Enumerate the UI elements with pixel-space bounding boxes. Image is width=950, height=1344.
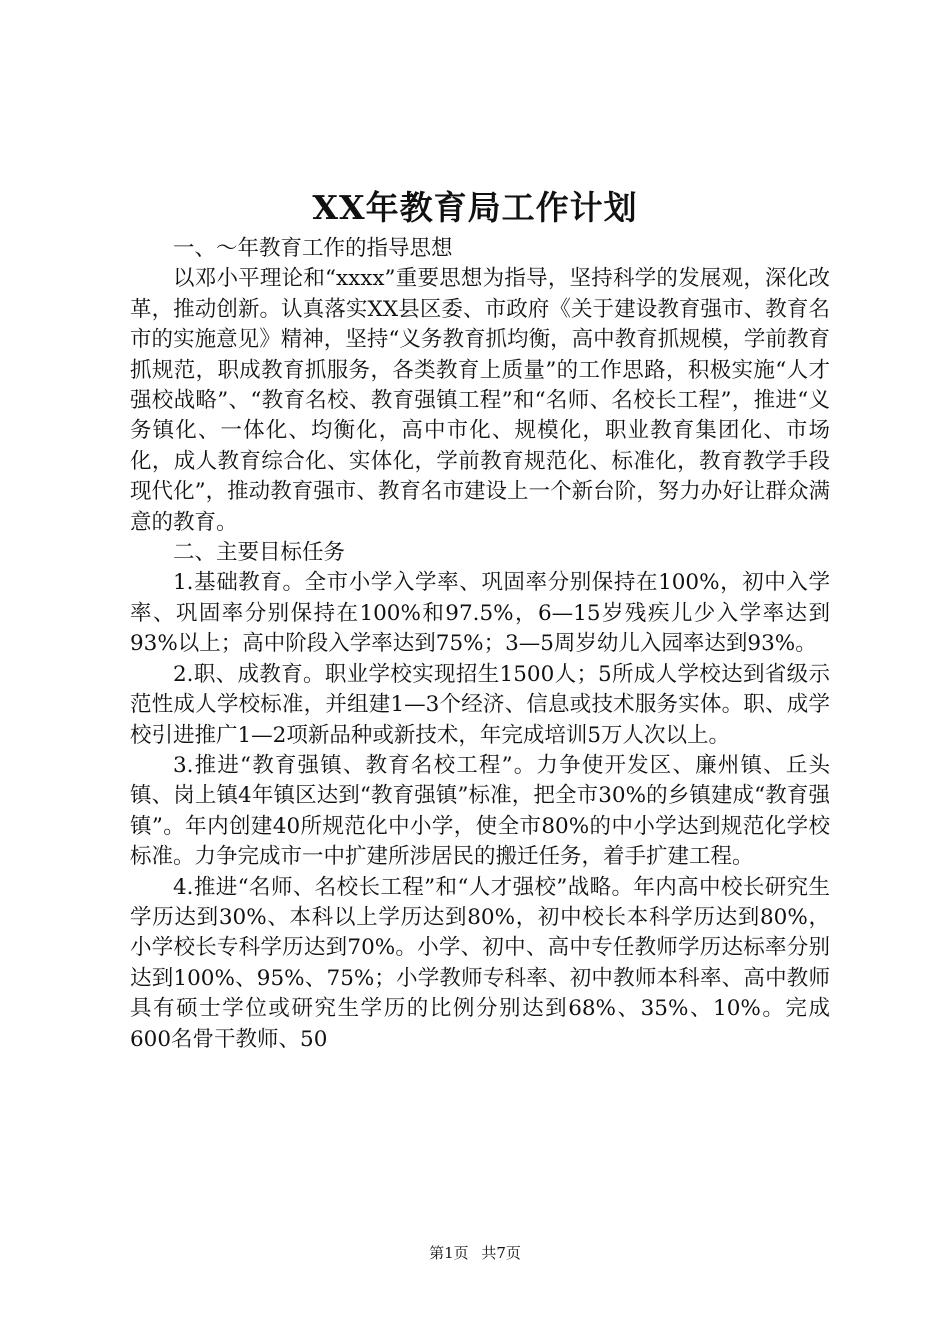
section-heading-1: 一、～年教育工作的指导思想 <box>173 236 453 261</box>
body-paragraph: 2.职、成教育。职业学校实现招生1500人；5所成人学校达到省级示范性成人学校标准，并组建1—3个经济、信息或技术服务实体。职、成学校引进推广1—2项新品种或新技术，年完成培训5万人次以上。 <box>130 661 830 748</box>
page-number: 第1页 <box>429 1244 469 1262</box>
body-paragraph: 3.推进“教育强镇、教育名校工程”。力争使开发区、廉州镇、丘头镇、岗上镇4年镇区达到“教育强镇”标准，把全市30%的乡镇建成“教育强镇”。年内创建40所规范化中小学，使全市80%的中小学达到规范化学校标准。力争完成市一中扩建所涉居民的搬迁任务，着手扩建工程。 <box>130 752 830 870</box>
page-total: 共7页 <box>481 1244 521 1262</box>
page-footer <box>0 1243 950 1263</box>
body-paragraph: 1.基础教育。全市小学入学率、巩固率分别保持在100%，初中入学率、巩固率分别保持在100%和97.5%，6—15岁残疾儿少入学率达到93%以上；高中阶段入学率达到75%；3—5周岁幼儿入园率达到93%。 <box>130 570 830 657</box>
document-title: XX年教育局工作计划 <box>312 188 638 227</box>
section-heading-2: 二、主要目标任务 <box>173 540 346 566</box>
body-paragraph: 以邓小平理论和“xxxx”重要思想为指导，坚持科学的发展观，深化改革，推动创新。认真落实XX县区委、市政府《关于建设教育强市、教育名市的实施意见》精神，坚持“义务教育抓均衡，高中教育抓规模，学前教育抓规范，职成教育抓服务，各类教育上质量”的工作思路，积极实施“人才强校战略”、“教育名校、教育强镇工程”和“名师、名校长工程”，推进“义务镇化、一体化、均衡化，高中市化、规模化，职业教育集团化、市场化，成人教育综合化、实体化，学前教育规范化、标准化，教育教学手段现代化”，推动教育强市、教育名市建设上一个新台阶，努力办好让群众满意的教育。 <box>130 266 830 535</box>
document-body <box>130 234 830 1055</box>
body-paragraph: 4.推进“名师、名校长工程”和“人才强校”战略。年内高中校长研究生学历达到30%、本科以上学历达到80%，初中校长本科学历达到80%，小学校长专科学历达到70%。小学、初中、高中专任教师学历达标率分别达到100%、95%、75%；小学教师专科率、初中教师本科率、高中教师具有硕士学位或研究生学历的比例分别达到68%、35%、10%。完成600名骨干教师、50 <box>130 874 830 1052</box>
